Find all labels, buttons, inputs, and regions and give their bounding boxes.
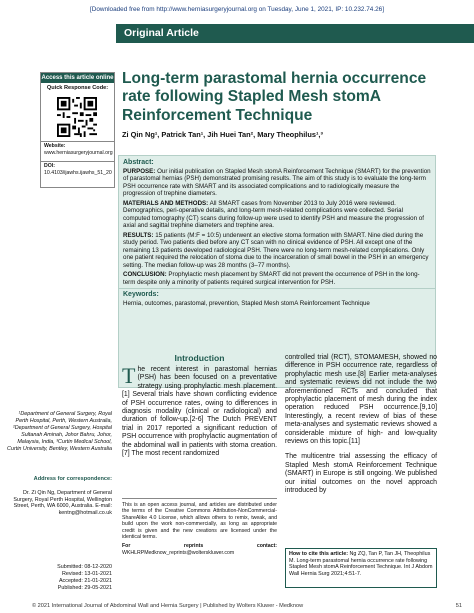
qr-code-label: Quick Response Code:	[46, 85, 109, 91]
citation-label: How to cite this article:	[289, 551, 349, 557]
abstract-conclusion: CONCLUSION: Prophylactic mesh placement by SMART did not prevent the occurrence of PSH in the long-term despite only a minority of patients required surgical intervention for PSH.	[123, 271, 420, 286]
qr-code-icon[interactable]	[57, 97, 97, 137]
abstract-methods: MATERIALS AND METHODS: All SMART cases from November 2013 to July 2016 were reviewed. Demographics, peri-operative details, and long-term mesh-related complications were collected. Serial computed tomography (CT) scans during follow-up were used to identify PSH and measure the progression of axial and sagittal trephine diameters and trephine area.	[123, 199, 424, 229]
reprints-email[interactable]: WKHLRPMedknow_reprints@wolterskluwer.com	[122, 549, 235, 556]
introduction-right-p1: controlled trial (RCT), STOMAMESH, showed no difference in PSH occurrence rate, regardless of prophylactic mesh use.[8] Earlier meta-analyses and systematic reviews did not include the two aforementioned RCTs and concluded that prophylactic placement of mesh during the index operation reduced PSH occurrence.[9,10] Interestingly, a recent review of bias of these meta-analyses and systematic reviews showed a considerable mixture of high- and low-quality reviews on this topic.[11]	[285, 354, 437, 446]
doi-link[interactable]: 10.4103/ijawhs.ijawhs_51_20	[44, 169, 112, 176]
open-access-text: This is an open access journal, and articles are distributed under the terms of the Creative Commons Attribution-NonCommercial-ShareAlike 4.0 License, which allows others to remix, tweak, and build upon the work non-commercially, as long as appropriate credit is given and the new creations are licensed under the identical terms.	[122, 502, 277, 541]
section-label: Original Article	[124, 27, 199, 39]
page-number: 51	[455, 603, 462, 609]
abstract-results: RESULTS: 15 patients (M:F = 10:5) underwent an elective stoma formation with SMART. Nine died during the study period. Two patients died before any CT scan with no clinical evidence of PSH. All except one of the remaining 13 patients developed radiological PSH. There were no long-term mesh-related complications. Only one patient required the relocation of stoma due to the incarceration of small bowel in the PSH in an emergency setting. The median follow-up was 28 months (3–77 months).	[123, 231, 429, 269]
abstract-purpose: PURPOSE: Our initial publication on Stapled Mesh stomA Reinforcement Technique (SMART) for the prevention of parastomal hernias (PSH) demonstrated promising results. The aim of this study is to evaluate the long-term PSH occurrence rate with SMART and its associated complications and to radiologically measure the progression of trephine diameters.	[123, 167, 431, 197]
keywords-heading: Keywords:	[123, 291, 159, 298]
article-dates	[6, 564, 112, 592]
introduction-heading: Introduction	[174, 353, 225, 363]
introduction-left-text: he recent interest in parastomal hernias (PSH) has been focused on a preventative strategy using prophylactic mesh placement.[1] Several trials have shown conflicting evidence of PSH occurrence rates, owing to differences in diagnosis modality (clinical or radiological) and duration of follow-up.[2-6] The Dutch PREVENT trial in 2017 reported a significant reduction of PSH occurrence with prophylactic augmentation of the abdominal wall in patients with stoma creation.[7] The most recent randomized	[122, 366, 277, 458]
website-label: Website:	[44, 143, 66, 149]
correspondence-text: Dr. Zi Qin Ng, Department of General Surgery, Royal Perth Hospital, Wellington Street, Perth, WA 6000, Australia. E-mail: kentng@hotmail.co.uk	[13, 490, 112, 517]
date-published: Published: 29-05-2021	[57, 584, 112, 591]
introduction-right-column	[285, 354, 437, 503]
abstract-heading: Abstract:	[123, 159, 154, 166]
date-revised: Revised: 13-01-2021	[61, 570, 112, 577]
access-online-box	[40, 72, 115, 188]
introduction-left-column	[122, 363, 277, 458]
introduction-right-p2: The multicentre trial assessing the efficacy of Stapled Mesh stomA Reinforcement Technique (SMART) in Europe is still ongoing. We published our initial outcomes on the novel approach introduced by	[285, 453, 437, 495]
affiliations: ¹Department of General Surgery, Royal Perth Hospital, Perth, Western Australia, ²Department of General Surgery, Hospital Sultanah Aminah, Johor Bahru, Johor, Malaysia, India, ³Curtin Medical School, Curtin University, Bentley, Western Australia	[7, 411, 112, 452]
open-access-note	[122, 498, 277, 559]
access-online-header: Access this article online	[41, 75, 114, 81]
correspondence-heading: Address for correspondence:	[33, 476, 112, 482]
doi-label: DOI:	[44, 163, 55, 169]
page-footer: © 2021 International Journal of Abdominal Wall and Hernia Surgery | Published by Wolters Kluwer - Medknow	[32, 603, 304, 609]
article-title: Long-term parastomal hernia occurrence rate following Stapled Mesh stomA Reinforcement Technique	[122, 70, 427, 124]
citation-box	[285, 548, 437, 588]
keywords: Hernia, outcomes, parastomal, prevention, Stapled Mesh stomA Reinforcement Technique	[123, 299, 370, 307]
date-accepted: Accepted: 21-01-2021	[58, 577, 112, 584]
website-link[interactable]: www.herniasurgeryjournal.org	[44, 149, 113, 156]
citation-text: Ng ZQ, Tan P, Tan JH, Theophilus M. Long-term parastomal hernia occurrence rate following Stapled Mesh stomA Reinforcement Technique. Int J Abdom Wall Hernia Surg 2021;4:51-7.	[289, 551, 433, 577]
reprints-line: For reprints contact: WKHLRPMedknow_reprints@wolterskluwer.com	[122, 543, 277, 556]
date-submitted: Submitted: 08-12-2020	[57, 564, 112, 570]
download-note: [Downloaded free from http://www.herniasurgeryjournal.org on Tuesday, June 1, 2021, IP: 10.232.74.26]	[89, 6, 385, 13]
drop-cap: T	[122, 363, 136, 388]
authors: Zi Qin Ng¹, Patrick Tan¹, Jih Huei Tan², Mary Theophilus¹,³	[122, 130, 323, 139]
